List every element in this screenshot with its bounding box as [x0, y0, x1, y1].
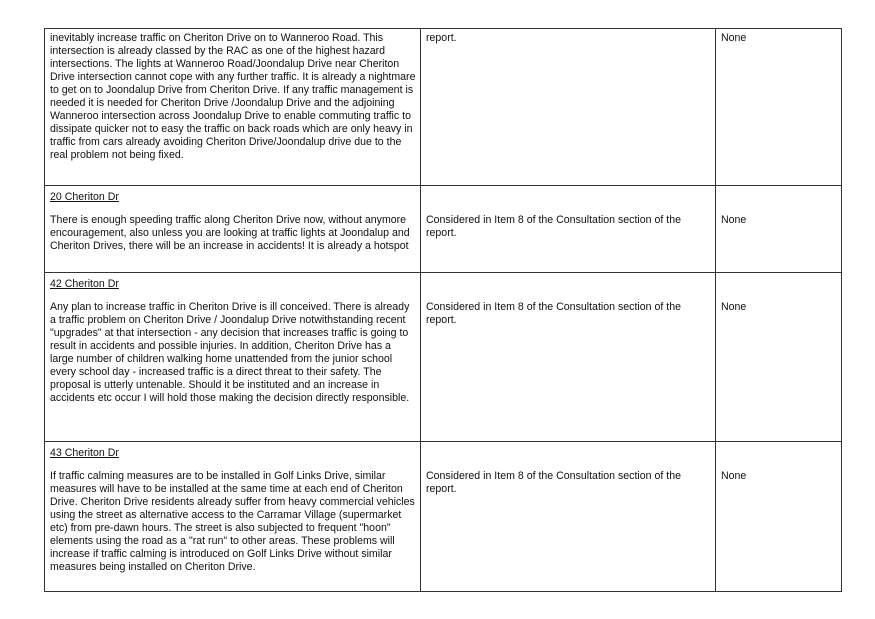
submission-cell — [45, 442, 421, 592]
table-row — [45, 273, 842, 442]
modification-text: None — [721, 32, 747, 44]
submission-cell — [45, 186, 421, 273]
submission-text: There is enough speeding traffic along Cheriton Drive now, without anymore encouragement, also unless you are looking at traffic lights at Joondalup and Cheriton Drives, there will be an increase in accidents! It is already a hotspot — [50, 214, 410, 252]
modification-text: None — [721, 214, 747, 226]
modification-text: None — [721, 301, 747, 313]
submitter-address: 43 Cheriton Dr — [50, 447, 119, 459]
submitter-address: 42 Cheriton Dr — [50, 278, 119, 290]
submission-text: If traffic calming measures are to be installed in Golf Links Drive, similar measures will have to be installed at the same time at each end of Cheriton Drive. Cheriton Drive residents already suffer from heavy commercial vehicles using the street as alternative access to the Carramar Village (supermarket etc) from pre-dawn hours. The street is also subjected to frequent "hoon" elements using the road as a "rat run" to other areas. These problems will increase if traffic calming is introduced on Golf Links Drive without similar measures being installed on Cheriton Drive. — [50, 470, 415, 573]
response-cell — [421, 442, 716, 592]
table-row — [45, 442, 842, 592]
submission-cell — [45, 29, 421, 186]
submission-cell — [45, 273, 421, 442]
response-cell — [421, 273, 716, 442]
response-text: Considered in Item 8 of the Consultation section of the report. — [426, 470, 681, 495]
response-cell — [421, 29, 716, 186]
response-text: report. — [426, 32, 457, 44]
modification-cell — [716, 186, 842, 273]
submissions-table — [44, 28, 842, 592]
response-cell — [421, 186, 716, 273]
response-text: Considered in Item 8 of the Consultation section of the report. — [426, 301, 681, 326]
submission-text: inevitably increase traffic on Cheriton Drive on to Wanneroo Road. This intersection is already classed by the RAC as one of the highest hazard intersections. The lights at Wanneroo Road/Joondalup Drive near Cheriton Drive intersection cannot cope with any further traffic. It is already a nightmare to get on to Joondalup Drive from Cheriton Drive. If any traffic management is needed it is needed for Cheriton Drive /Joondalup Drive and the adjoining Wanneroo intersection across Joondalup Drive to enable commuting traffic to dissipate quicker not to easy the traffic on back roads which are only heavy in traffic from cars already avoiding Cheriton Drive/Joondalup drive due to the real problem not being fixed. — [50, 32, 416, 161]
modification-cell — [716, 29, 842, 186]
modification-cell — [716, 273, 842, 442]
response-text: Considered in Item 8 of the Consultation section of the report. — [426, 214, 681, 239]
modification-cell — [716, 442, 842, 592]
submission-text: Any plan to increase traffic in Cheriton Drive is ill conceived. There is already a traffic problem on Cheriton Drive / Joondalup Drive notwithstanding recent "upgrades" at that intersection - any decision that increases traffic is going to result in accidents and possible injuries. In addition, Cheriton Drive has a large number of children walking home unattended from the junior school every school day - increased traffic is a direct threat to their safety. The proposal is utterly untenable. Should it be instituted and an increase in accidents etc occur I will hold those making the decision directly responsible. — [50, 301, 410, 404]
table-row — [45, 29, 842, 186]
modification-text: None — [721, 470, 747, 482]
submitter-address: 20 Cheriton Dr — [50, 191, 119, 203]
table-row — [45, 186, 842, 273]
